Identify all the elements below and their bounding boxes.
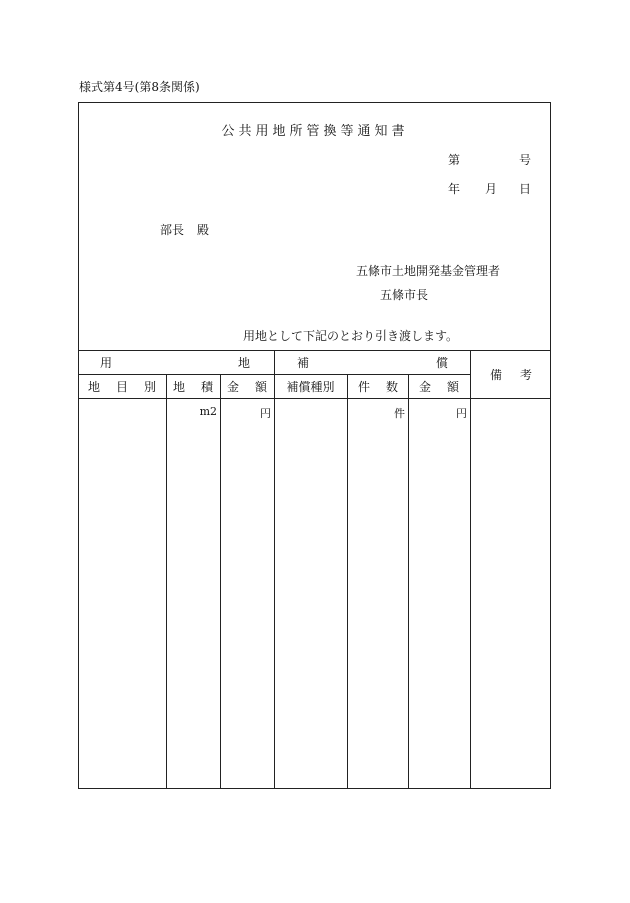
header-comp-amount-char-1: 金: [419, 379, 432, 394]
header-land-amount-char-1: 金: [227, 379, 240, 394]
form-label: 様式第4号(第8条関係): [79, 80, 200, 94]
body-text: 用地として下記のとおり引き渡します。: [243, 329, 459, 343]
header-comp-char-2: 償: [435, 355, 448, 370]
unit-yen-land: 円: [260, 407, 271, 420]
header-land-category: [88, 374, 156, 398]
header-land-char-1: 用: [100, 355, 113, 370]
col-divider-1: [166, 374, 167, 789]
header-land-area-char-2: 積: [200, 379, 213, 394]
col-divider-4: [347, 374, 348, 789]
sender-name: 五條市長: [380, 288, 429, 302]
col-divider-3: [274, 350, 275, 789]
unit-yen-comp: 円: [456, 407, 467, 420]
header-land-amount: [227, 374, 267, 398]
unit-area: m2: [199, 405, 217, 418]
header-compensation-amount: [419, 374, 459, 398]
addressee-title: 部長: [160, 223, 185, 237]
number-suffix: 号: [519, 153, 532, 167]
col-divider-5: [408, 374, 409, 789]
header-land-category-char-3: 別: [143, 379, 156, 394]
col-divider-2: [220, 374, 221, 789]
header-comp-count-char-2: 数: [385, 379, 398, 394]
header-compensation-type: [274, 374, 347, 398]
date-month: 月: [485, 182, 498, 196]
header-remarks-char-1: 備: [490, 367, 503, 382]
header-comp-char-1: 補: [297, 355, 310, 370]
header-compensation-type-text: 補償種別: [286, 379, 335, 394]
header-compensation-group: [297, 350, 448, 374]
addressee-honorific: 殿: [197, 223, 210, 237]
col-divider-6: [470, 350, 471, 789]
header-land-area: [173, 374, 213, 398]
form-frame: [78, 102, 551, 789]
header-land-char-2: 地: [237, 355, 250, 370]
date-year: 年: [448, 182, 461, 196]
header-remarks: [490, 350, 532, 398]
sender-organization: 五條市土地開発基金管理者: [356, 264, 501, 278]
header-land-amount-char-2: 額: [254, 379, 267, 394]
header-land-category-char-1: 地: [88, 379, 101, 394]
header-compensation-count: [358, 374, 398, 398]
header-land-category-char-2: 目: [115, 379, 128, 394]
header-remarks-char-2: 考: [519, 367, 532, 382]
date-day: 日: [519, 182, 532, 196]
number-prefix: 第: [448, 153, 461, 167]
table-header-bottom: [78, 398, 551, 399]
header-comp-count-char-1: 件: [358, 379, 371, 394]
header-comp-amount-char-2: 額: [446, 379, 459, 394]
document-title: 公共用地所管換等通知書: [221, 124, 409, 139]
header-land-group: [100, 350, 250, 374]
unit-count: 件: [394, 407, 405, 420]
header-land-area-char-1: 地: [173, 379, 186, 394]
